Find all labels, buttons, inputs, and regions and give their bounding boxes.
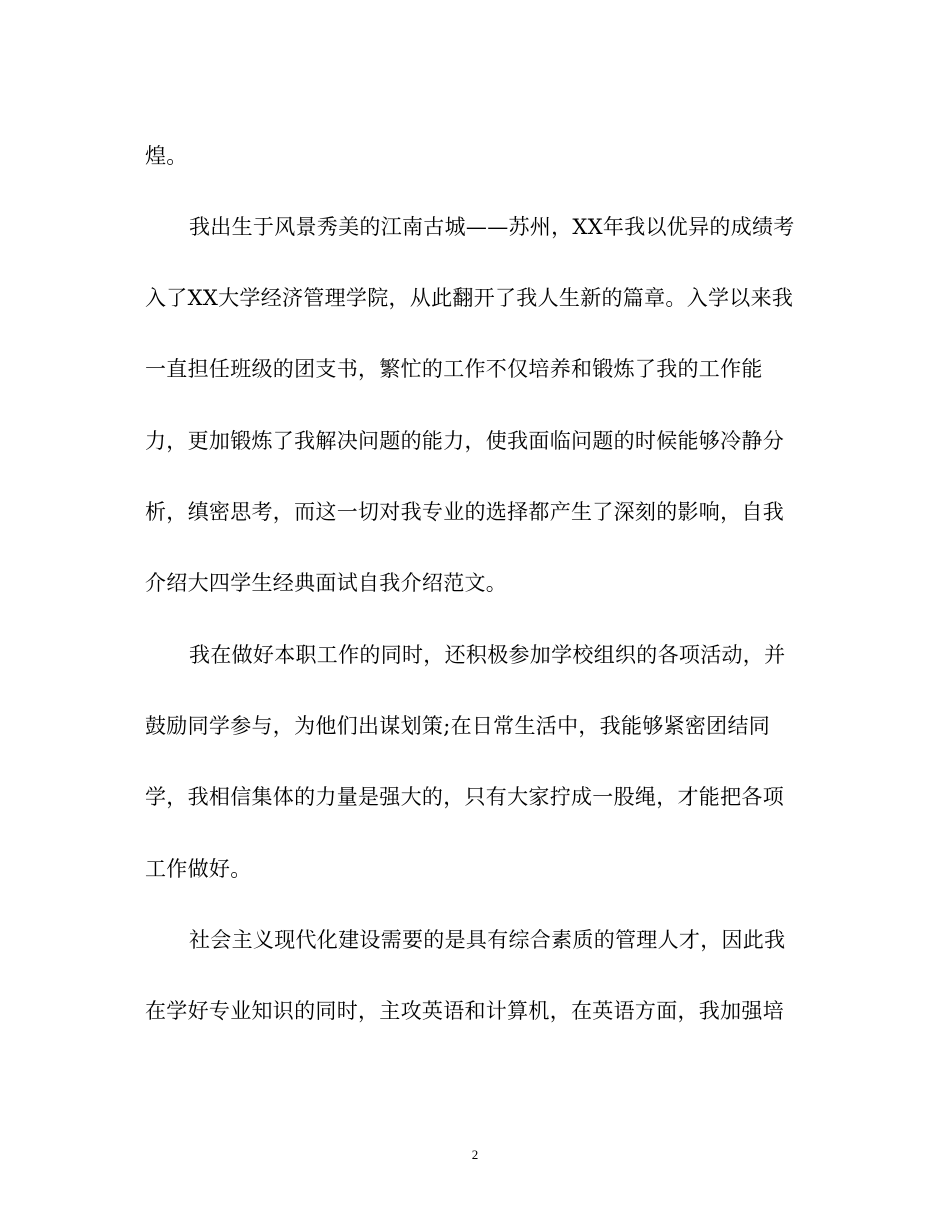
text-line: 力，更加锻炼了我解决问题的能力，使我面临问题的时候能够冷静分 xyxy=(145,429,784,453)
text-line: 介绍大四学生经典面试自我介绍范文。 xyxy=(145,571,508,595)
text-line: 鼓励同学参与，为他们出谋划策;在日常生活中，我能够紧密团结同 xyxy=(145,714,771,738)
text-line: 煌。 xyxy=(145,144,188,168)
text-line: 析，缜密思考，而这一切对我专业的选择都产生了深刻的影响，自我 xyxy=(145,500,784,524)
text-line: 工作做好。 xyxy=(145,857,252,881)
text-line: 在学好专业知识的同时，主攻英语和计算机，在英语方面，我加强培 xyxy=(145,999,784,1023)
paragraph-start-line: 我出生于风景秀美的江南古城——苏州，XX年我以优异的成绩考 xyxy=(189,215,795,239)
page-number: 2 xyxy=(471,1147,479,1162)
paragraph-start-line: 社会主义现代化建设需要的是具有综合素质的管理人才，因此我 xyxy=(189,928,786,952)
text-line: 一直担任班级的团支书，繁忙的工作不仅培养和锻炼了我的工作能 xyxy=(145,357,763,381)
text-line: 入了XX大学经济管理学院，从此翻开了我人生新的篇章。入学以来我 xyxy=(145,286,794,310)
text-line: 学，我相信集体的力量是强大的，只有大家拧成一股绳，才能把各项 xyxy=(145,785,784,809)
paragraph-start-line: 我在做好本职工作的同时，还积极参加学校组织的各项活动，并 xyxy=(189,643,786,667)
